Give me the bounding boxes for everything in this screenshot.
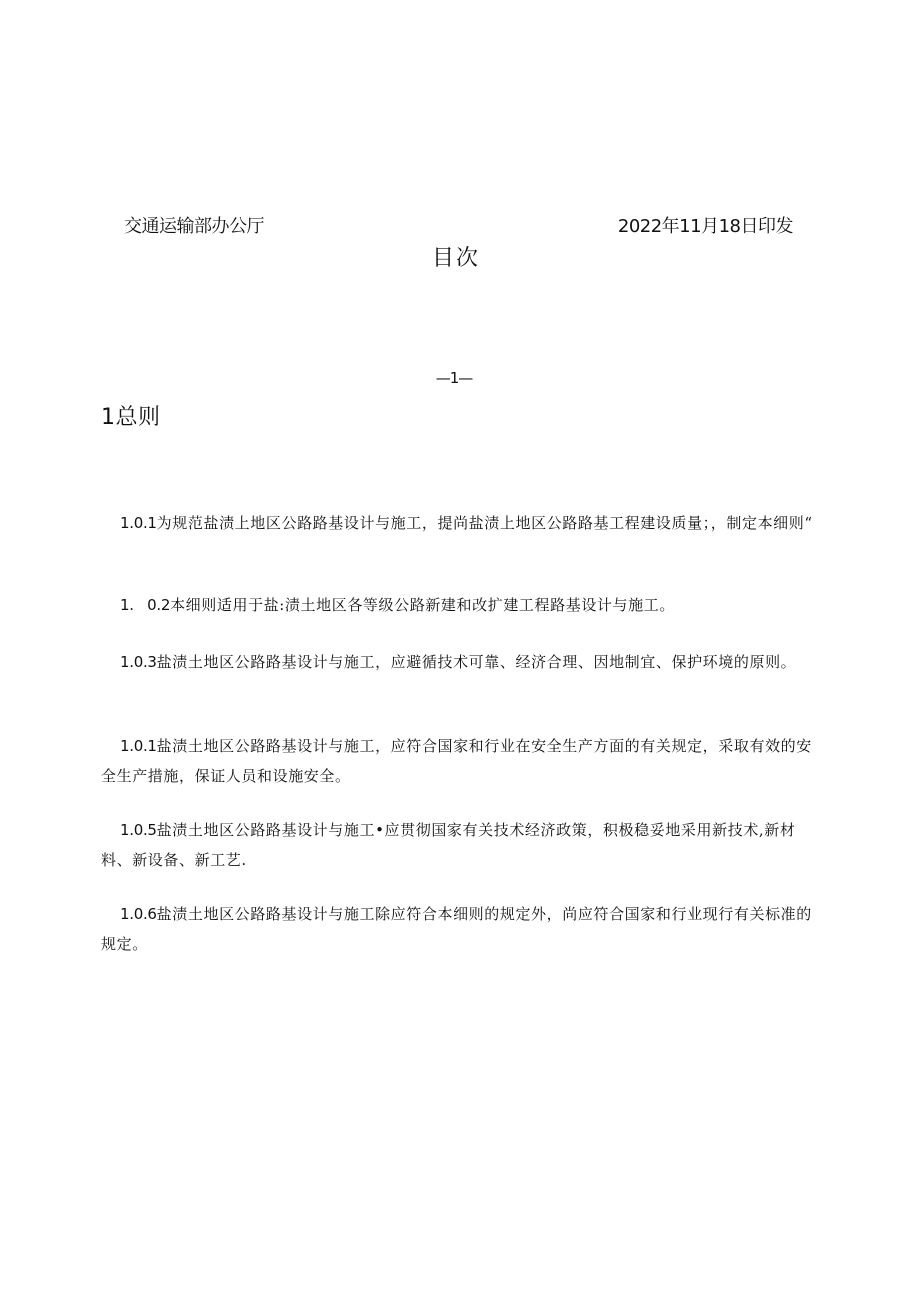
clause-text: 盐渍土地区公路路基设计与施工除应符合本细则的规定外，尚应符合国家和行业现行有关标准的规定。 — [101, 905, 812, 953]
toc-title: 目次 — [431, 246, 480, 271]
clause-text: 盐渍土地区公路路基设计与施工，应符合国家和行业在安全生产方面的有关规定，采取有效的安全生产措施，保证人员和设施安全。 — [101, 737, 812, 785]
clause-number: 1. 0.2 — [120, 596, 171, 614]
clause-1-0-5 — [101, 815, 819, 875]
clause-number: 1.0.3 — [120, 653, 157, 671]
issue-date: 2022年11月18日印发 — [617, 216, 793, 237]
clause-text: 盐渍土地区公路路基设计与施工，应避循技术可靠、经济合理、因地制宜、保护环境的原则。 — [156, 653, 797, 671]
clause-1-0-1 — [101, 508, 819, 538]
page-number: —1— — [435, 369, 473, 387]
clause-text: 为规范盐渍上地区公路路基设计与施工，提尚盐渍上地区公路路基工程建设质量；，制定本细则“ — [156, 514, 813, 532]
clause-text: 盐渍土地区公路路基设计与施工•应贯彻国家有关技术经济政策，积极稳妥地采用新技术,新材料、新设备、新工艺. — [101, 821, 796, 869]
clause-number: 1.0.1 — [120, 514, 157, 532]
issuer-label: 交通运输部办公厅 — [124, 216, 264, 237]
clause-1-0-6 — [101, 899, 819, 959]
chapter-title: 1总则 — [101, 405, 161, 430]
clause-number: 1.0.6 — [120, 905, 157, 923]
clause-1-0-3 — [101, 647, 819, 677]
clause-1-0-2 — [101, 590, 819, 620]
clause-number: 1.0.5 — [120, 821, 157, 839]
clause-number: 1.0.1 — [120, 737, 157, 755]
clause-text: 本细则适用于盐:渍土地区各等级公路新建和改扩建工程路基设计与施工。 — [170, 596, 675, 614]
clause-1-0-4 — [101, 731, 819, 791]
